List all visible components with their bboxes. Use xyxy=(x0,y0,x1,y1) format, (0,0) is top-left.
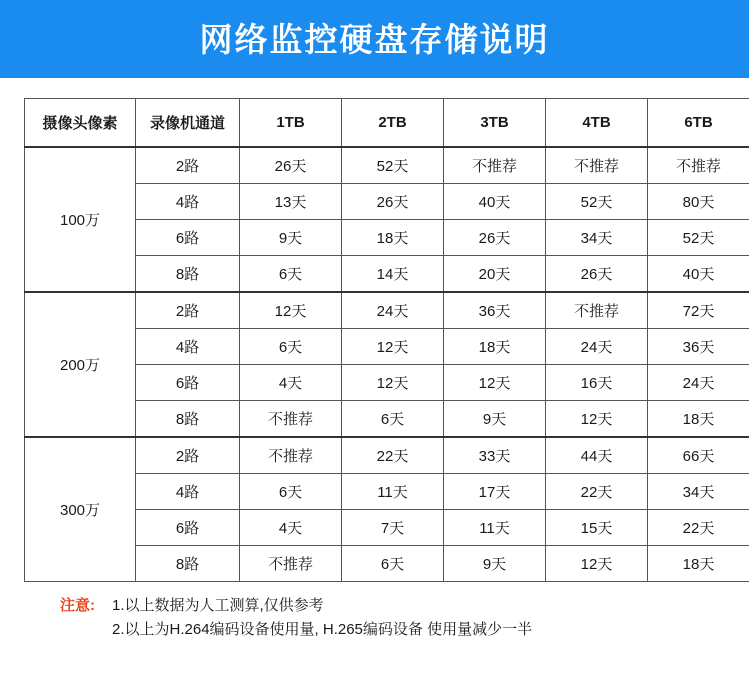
value-cell: 12天 xyxy=(342,329,444,365)
note-row-2 xyxy=(60,618,749,642)
value-cell: 18天 xyxy=(342,220,444,256)
table-row xyxy=(25,437,749,474)
value-cell: 18天 xyxy=(444,329,546,365)
header-banner xyxy=(0,0,749,78)
table-header xyxy=(25,99,749,148)
value-cell: 6天 xyxy=(342,546,444,582)
column-header-pixels: 摄像头像素 xyxy=(25,99,136,148)
value-cell: 12天 xyxy=(240,292,342,329)
channel-cell: 4路 xyxy=(136,184,240,220)
channel-cell: 2路 xyxy=(136,437,240,474)
value-cell: 18天 xyxy=(648,401,749,438)
column-header-3tb: 3TB xyxy=(444,99,546,148)
table-body xyxy=(25,147,749,582)
value-cell: 72天 xyxy=(648,292,749,329)
value-cell: 26天 xyxy=(546,256,648,293)
group-label-1: 200万 xyxy=(25,292,136,437)
column-header-6tb: 6TB xyxy=(648,99,749,148)
storage-table xyxy=(24,98,749,582)
note-text-1: 1.以上数据为人工测算,仅供参考 xyxy=(112,597,324,614)
channel-cell: 2路 xyxy=(136,292,240,329)
value-cell: 4天 xyxy=(240,510,342,546)
value-cell: 不推荐 xyxy=(240,546,342,582)
value-cell: 4天 xyxy=(240,365,342,401)
value-cell: 24天 xyxy=(648,365,749,401)
notes-label: 注意: xyxy=(60,597,95,614)
table-row xyxy=(25,292,749,329)
value-cell: 80天 xyxy=(648,184,749,220)
value-cell: 26天 xyxy=(444,220,546,256)
column-header-2tb: 2TB xyxy=(342,99,444,148)
value-cell: 34天 xyxy=(648,474,749,510)
value-cell: 17天 xyxy=(444,474,546,510)
channel-cell: 4路 xyxy=(136,329,240,365)
value-cell: 6天 xyxy=(342,401,444,438)
value-cell: 16天 xyxy=(546,365,648,401)
channel-cell: 4路 xyxy=(136,474,240,510)
value-cell: 22天 xyxy=(546,474,648,510)
value-cell: 不推荐 xyxy=(546,147,648,184)
channel-cell: 6路 xyxy=(136,510,240,546)
value-cell: 12天 xyxy=(546,546,648,582)
value-cell: 33天 xyxy=(444,437,546,474)
value-cell: 52天 xyxy=(342,147,444,184)
value-cell: 36天 xyxy=(648,329,749,365)
value-cell: 14天 xyxy=(342,256,444,293)
notes-section xyxy=(0,582,749,642)
column-header-channels: 录像机通道 xyxy=(136,99,240,148)
note-text-2: 2.以上为H.264编码设备使用量, H.265编码设备 使用量减少一半 xyxy=(112,621,533,638)
value-cell: 12天 xyxy=(444,365,546,401)
channel-cell: 8路 xyxy=(136,546,240,582)
value-cell: 15天 xyxy=(546,510,648,546)
group-label-0: 100万 xyxy=(25,147,136,292)
value-cell: 7天 xyxy=(342,510,444,546)
value-cell: 52天 xyxy=(648,220,749,256)
value-cell: 11天 xyxy=(342,474,444,510)
value-cell: 不推荐 xyxy=(240,437,342,474)
channel-cell: 8路 xyxy=(136,401,240,438)
value-cell: 52天 xyxy=(546,184,648,220)
value-cell: 不推荐 xyxy=(546,292,648,329)
value-cell: 24天 xyxy=(546,329,648,365)
value-cell: 20天 xyxy=(444,256,546,293)
channel-cell: 2路 xyxy=(136,147,240,184)
value-cell: 44天 xyxy=(546,437,648,474)
storage-table-container xyxy=(0,78,749,582)
value-cell: 12天 xyxy=(342,365,444,401)
page-title: 网络监控硬盘存储说明 xyxy=(199,20,550,58)
value-cell: 22天 xyxy=(342,437,444,474)
value-cell: 6天 xyxy=(240,329,342,365)
value-cell: 34天 xyxy=(546,220,648,256)
channel-cell: 8路 xyxy=(136,256,240,293)
value-cell: 26天 xyxy=(342,184,444,220)
table-row xyxy=(25,147,749,184)
value-cell: 26天 xyxy=(240,147,342,184)
value-cell: 11天 xyxy=(444,510,546,546)
value-cell: 6天 xyxy=(240,256,342,293)
value-cell: 40天 xyxy=(444,184,546,220)
channel-cell: 6路 xyxy=(136,365,240,401)
value-cell: 13天 xyxy=(240,184,342,220)
channel-cell: 6路 xyxy=(136,220,240,256)
column-header-4tb: 4TB xyxy=(546,99,648,148)
column-header-1tb: 1TB xyxy=(240,99,342,148)
value-cell: 6天 xyxy=(240,474,342,510)
value-cell: 22天 xyxy=(648,510,749,546)
value-cell: 36天 xyxy=(444,292,546,329)
value-cell: 9天 xyxy=(444,401,546,438)
group-label-2: 300万 xyxy=(25,437,136,582)
value-cell: 9天 xyxy=(240,220,342,256)
table-header-row xyxy=(25,99,749,148)
value-cell: 不推荐 xyxy=(648,147,749,184)
value-cell: 不推荐 xyxy=(240,401,342,438)
note-row-1 xyxy=(60,594,749,618)
value-cell: 24天 xyxy=(342,292,444,329)
value-cell: 18天 xyxy=(648,546,749,582)
value-cell: 66天 xyxy=(648,437,749,474)
value-cell: 40天 xyxy=(648,256,749,293)
value-cell: 不推荐 xyxy=(444,147,546,184)
value-cell: 12天 xyxy=(546,401,648,438)
value-cell: 9天 xyxy=(444,546,546,582)
